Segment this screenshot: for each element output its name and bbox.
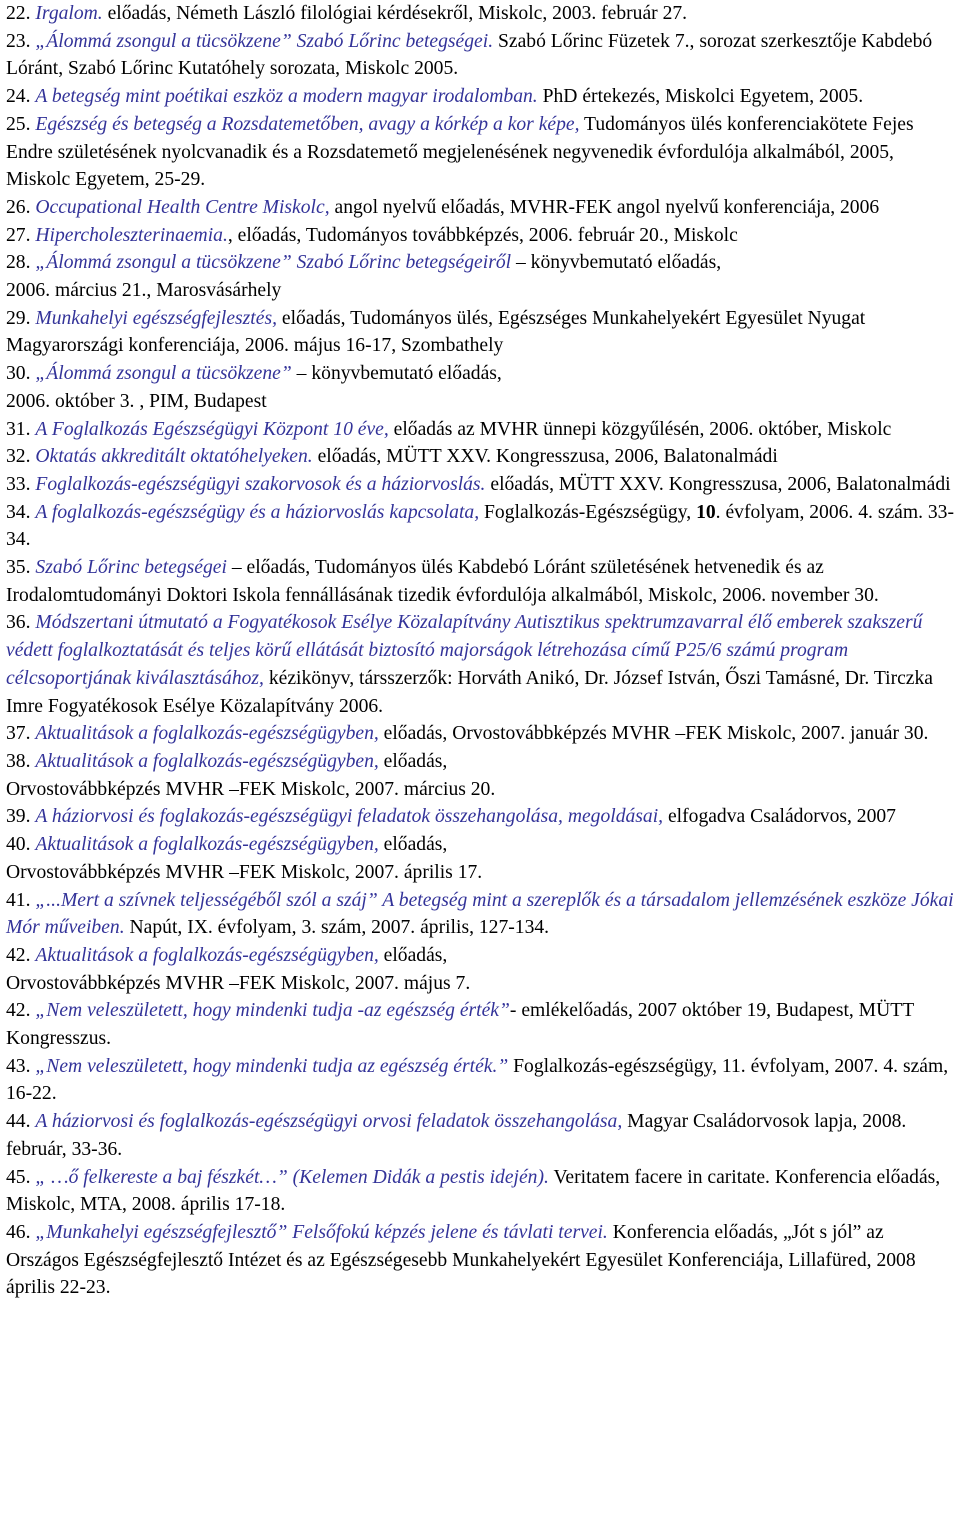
entry-title: Foglalkozás-egészségügyi szakorvosok és a háziorvoslás. <box>35 473 486 495</box>
publication-entry <box>6 0 956 28</box>
entry-number: 33. <box>6 473 36 495</box>
entry-title: „Álommá zsongul a tücsökzene” Szabó Lőrinc betegségei. <box>35 30 494 52</box>
entry-number: 28. <box>6 252 36 274</box>
entry-details: előadás, MÜTT XXV. Kongresszusa, 2006, Balatonalmádi <box>485 473 951 495</box>
entry-title: Szabó Lőrinc betegségei <box>35 557 227 579</box>
entry-number: 24. <box>6 86 36 108</box>
publication-entry <box>6 83 956 111</box>
entry-details: Veritatem facere in caritate. Konferencia előadás, Miskolc, MTA, 2008. április 17-18. <box>6 1166 941 1216</box>
entry-details: Orvostovábbképzés MVHR –FEK Miskolc, 2007. március 20. <box>6 778 496 800</box>
publication-entry <box>6 1164 956 1219</box>
entry-details: előadás, <box>378 750 448 772</box>
entry-details: - emlékelőadás, 2007 október 19, Budapest, MÜTT Kongresszus. <box>6 1000 914 1050</box>
entry-title: A foglalkozás-egészségügy és a háziorvoslás kapcsolata, <box>35 501 480 523</box>
entry-details: Orvostovábbképzés MVHR –FEK Miskolc, 2007. május 7. <box>6 972 471 994</box>
entry-details: 2006. október 3. , PIM, Budapest <box>6 390 267 412</box>
entry-details: . évfolyam, 2006. 4. szám. 33-34. <box>6 501 954 551</box>
entry-title: „Munkahelyi egészségfejlesztő” Felsőfokú képzés jelene és távlati tervei. <box>35 1221 608 1243</box>
entry-details: Napút, IX. évfolyam, 3. szám, 2007. április, 127-134. <box>124 917 550 939</box>
entry-number: 44. <box>6 1111 36 1133</box>
publication-entry <box>6 1053 956 1108</box>
entry-title: „...Mert a szívnek teljességéből szól a száj” A betegség mint a szereplők és a társadalom jellemzésének eszköze Jókai Mór műveiben. <box>6 889 954 939</box>
entry-title: „Álommá zsongul a tücsökzene” <box>35 363 292 385</box>
entry-number: 23. <box>6 30 36 52</box>
entry-number: 27. <box>6 224 36 246</box>
entry-number: 35. <box>6 557 36 579</box>
publication-entry <box>6 720 956 748</box>
entry-details: előadás, <box>378 944 448 966</box>
entry-title: Egészség és betegség a Rozsdatemetőben, avagy a kórkép a kor képe, <box>35 113 580 135</box>
entry-number: 46. <box>6 1221 36 1243</box>
entry-details: PhD értekezés, Miskolci Egyetem, 2005. <box>537 86 864 108</box>
entry-number: 31. <box>6 418 36 440</box>
entry-title: „Álommá zsongul a tücsökzene” Szabó Lőrinc betegségeiről <box>35 252 512 274</box>
publication-entry <box>6 803 956 831</box>
entry-details: Tudományos ülés konferenciakötete Fejes Endre születésének nyolcvanadik és a Rozsdatemető megjelenésének negyvenedik évfordulója alkalmából, 2005, Miskolc Egyetem, 25-29. <box>6 113 914 191</box>
entry-title: Aktualitások a foglalkozás-egészségügyben, <box>35 723 379 745</box>
entry-details: , előadás, Tudományos továbbképzés, 2006. február 20., Miskolc <box>227 224 738 246</box>
entry-details: előadás, Tudományos ülés, Egészséges Munkahelyekért Egyesület Nyugat Magyarországi konferenciája, 2006. május 16-17, Szombathely <box>6 307 866 357</box>
publication-entry <box>6 997 956 1052</box>
entry-details: Foglalkozás-egészségügy, 11. évfolyam, 2007. 4. szám, 16-22. <box>6 1055 949 1105</box>
entry-title: „Nem veleszületett, hogy mindenki tudja -az egészség érték” <box>35 1000 510 1022</box>
entry-number: 32. <box>6 446 36 468</box>
publication-entry <box>6 111 956 194</box>
entry-details: 2006. március 21., Marosvásárhely <box>6 280 282 302</box>
entry-number: 43. <box>6 1055 36 1077</box>
publication-entry <box>6 360 956 415</box>
entry-title: Munkahelyi egészségfejlesztés, <box>35 307 277 329</box>
publication-list <box>6 0 956 1302</box>
entry-details: Orvostovábbképzés MVHR –FEK Miskolc, 2007. április 17. <box>6 861 483 883</box>
publication-entry <box>6 1108 956 1163</box>
entry-details: 10 <box>696 501 716 523</box>
entry-title: Aktualitások a foglalkozás-egészségügyben, <box>35 834 379 856</box>
publication-entry <box>6 554 956 609</box>
entry-title: Irgalom. <box>35 3 103 24</box>
publication-entry <box>6 305 956 360</box>
entry-details: elfogadva Családorvos, 2007 <box>663 806 896 828</box>
entry-details: Magyar Családorvosok lapja, 2008. február, 33-36. <box>6 1111 907 1160</box>
entry-title: Hipercholeszterinaemia. <box>35 224 228 246</box>
publication-entry <box>6 471 956 499</box>
publication-entry <box>6 443 956 471</box>
entry-number: 45. <box>6 1166 36 1188</box>
entry-title: A Foglalkozás Egészségügyi Központ 10 éve, <box>35 418 389 440</box>
entry-details: Foglalkozás-Egészségügy, <box>479 501 697 523</box>
entry-number: 30. <box>6 363 36 385</box>
entry-number: 29. <box>6 307 36 329</box>
publication-entry <box>6 942 956 997</box>
entry-number: 22. <box>6 3 36 24</box>
entry-details: előadás, <box>378 834 448 856</box>
entry-details: Szabó Lőrinc Füzetek 7., sorozat szerkesztője Kabdebó Lóránt, Szabó Lőrinc Kutatóhely sorozata, Miskolc 2005. <box>6 30 933 80</box>
entry-number: 25. <box>6 113 36 135</box>
entry-title: Occupational Health Centre Miskolc, <box>35 196 330 218</box>
entry-details: angol nyelvű előadás, MVHR-FEK angol nyelvű konferenciája, 2006 <box>329 196 880 218</box>
entry-details: előadás, Németh László filológiai kérdésekről, Miskolc, 2003. február 27. <box>102 3 688 24</box>
entry-number: 38. <box>6 750 36 772</box>
entry-number: 41. <box>6 889 36 911</box>
publication-entry <box>6 499 956 554</box>
entry-title: „Nem veleszületett, hogy mindenki tudja az egészség érték.” <box>35 1055 509 1077</box>
entry-number: 42. <box>6 944 36 966</box>
entry-details: előadás, Orvostovábbképzés MVHR –FEK Miskolc, 2007. január 30. <box>378 723 929 745</box>
publication-entry <box>6 748 956 803</box>
entry-number: 36. <box>6 612 36 634</box>
entry-number: 26. <box>6 196 36 218</box>
entry-number: 37. <box>6 723 36 745</box>
publication-entry <box>6 194 956 222</box>
publication-entry <box>6 831 956 886</box>
publication-entry <box>6 222 956 250</box>
entry-number: 34. <box>6 501 36 523</box>
entry-number: 40. <box>6 834 36 856</box>
publication-entry <box>6 887 956 942</box>
entry-title: Oktatás akkreditált oktatóhelyeken. <box>35 446 313 468</box>
entry-title: Aktualitások a foglalkozás-egészségügyben, <box>35 944 379 966</box>
publication-entry <box>6 1219 956 1302</box>
entry-details: – könyvbemutató előadás, <box>511 252 722 274</box>
entry-number: 42. <box>6 1000 36 1022</box>
entry-details: előadás, MÜTT XXV. Kongresszusa, 2006, Balatonalmádi <box>312 446 778 468</box>
entry-title: A háziorvosi és foglakozás-egészségügyi feladatok összehangolása, megoldásai, <box>35 806 664 828</box>
publication-entry <box>6 249 956 304</box>
entry-details: – előadás, Tudományos ülés Kabdebó Lóránt születésének hetvenedik és az Irodalomtudományi Doktori Iskola fennállásának tizedik évfordulója alkalmából, Miskolc, 2006. november 30. <box>6 557 879 606</box>
entry-title: „ …ő felkereste a baj fészkét…” (Kelemen Didák a pestis idején). <box>35 1166 549 1188</box>
entry-title: A betegség mint poétikai eszköz a modern magyar irodalomban. <box>35 86 538 108</box>
publication-entry <box>6 609 956 720</box>
entry-number: 39. <box>6 806 36 828</box>
publication-entry <box>6 28 956 83</box>
entry-title: Módszertani útmutató a Fogyatékosok Esélye Közalapítvány Autisztikus spektrumzavarral élő emberek szakszerű védett foglalkoztatását és teljes körű ellátását biztosító majorságok létrehozása című P25/6 számú program célcsoportjának kiválasztásához, <box>6 612 923 689</box>
entry-details: előadás az MVHR ünnepi közgyűlésén, 2006. október, Miskolc <box>388 418 892 440</box>
entry-details: Konferencia előadás, „Jót s jól” az Országos Egészségfejlesztő Intézet és az Egészségesebb Munkahelyekért Egyesület Konferenciája, Lillafüred, 2008 április 22-23. <box>6 1221 916 1299</box>
entry-details: kézikönyv, társszerzők: Horváth Anikó, Dr. József István, Őszi Tamásné, Dr. Tirczka Imre Fogyatékosok Esélye Közalapítvány 2006. <box>6 667 933 717</box>
publication-entry <box>6 416 956 444</box>
entry-title: Aktualitások a foglalkozás-egészségügyben, <box>35 750 379 772</box>
entry-title: A háziorvosi és foglalkozás-egészségügyi orvosi feladatok összehangolása, <box>35 1111 623 1133</box>
entry-details: – könyvbemutató előadás, <box>291 363 502 385</box>
